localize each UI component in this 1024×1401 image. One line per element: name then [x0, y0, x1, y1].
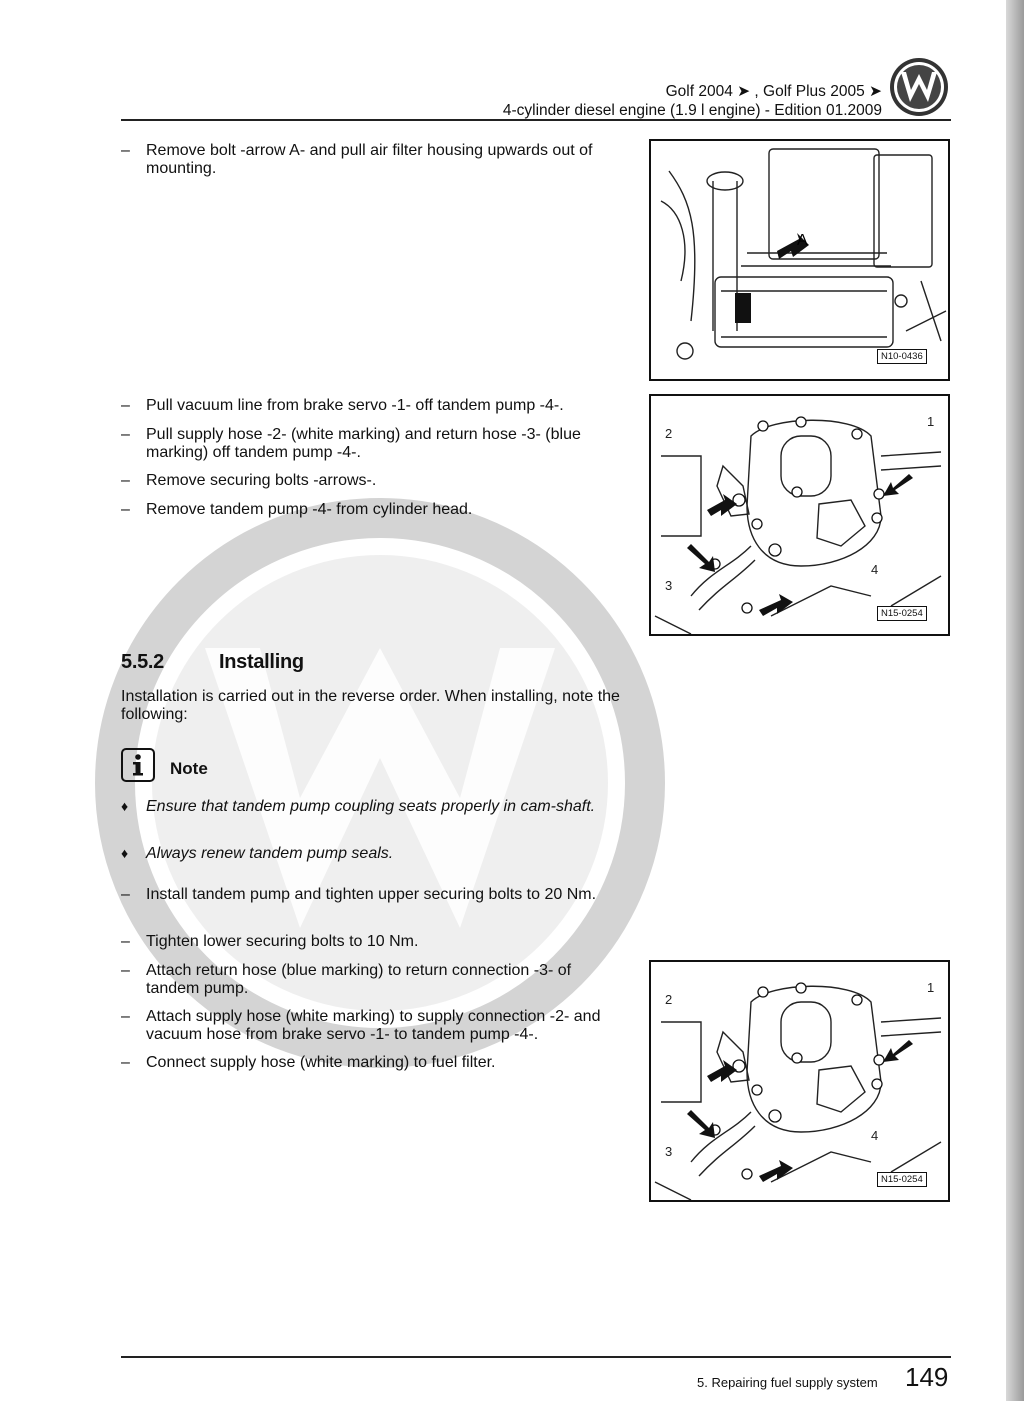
air-filter-illustration: [651, 141, 948, 379]
vw-logo-icon: [888, 56, 950, 118]
section-heading: [121, 651, 304, 674]
footer-section-title: 5. Repairing fuel supply system: [697, 1375, 878, 1390]
header-title-line1: Golf 2004 ➤ , Golf Plus 2005 ➤: [665, 83, 882, 100]
figure-code: N15-0254: [877, 606, 927, 621]
step-connect-fuel-filter: – Connect supply hose (white marking) to fuel filter.: [121, 1054, 496, 1071]
figure-tandem-pump-install: [649, 960, 950, 1202]
step-pull-supply-hose: – Pull supply hose -2- (white marking) and return hose -3- (blue marking) off tandem pump -4-.: [121, 426, 581, 461]
page-number: 149: [905, 1362, 949, 1392]
page-edge-shadow: [1006, 0, 1024, 1401]
step-pull-vacuum-line: – Pull vacuum line from brake servo -1- off tandem pump -4-.: [121, 397, 564, 414]
step-attach-return-hose: – Attach return hose (blue marking) to return connection -3- of tandem pump.: [121, 962, 572, 997]
note-bullet: ♦ Ensure that tandem pump coupling seats properly in cam-shaft.: [121, 798, 596, 815]
footer-rule: [121, 1356, 951, 1358]
figure-label-a: A: [797, 232, 808, 249]
tandem-pump-illustration: [651, 962, 948, 1200]
section-title: Installing: [219, 651, 304, 673]
callout-1: 1: [927, 980, 935, 995]
step-remove-bolt: – Remove bolt -arrow A- and pull air filter housing upwards out of mounting.: [121, 142, 593, 177]
step-tighten-lower-bolts: – Tighten lower securing bolts to 10 Nm.: [121, 933, 419, 950]
figure-tandem-pump-removal: [649, 394, 950, 636]
header-rule: [121, 119, 951, 121]
callout-2: 2: [665, 992, 673, 1007]
figure-code: N10-0436: [877, 349, 927, 364]
callout-2: 2: [665, 426, 673, 441]
callout-3: 3: [665, 1144, 673, 1159]
figure-code: N15-0254: [877, 1172, 927, 1187]
step-remove-bolts: – Remove securing bolts -arrows-.: [121, 472, 377, 489]
step-attach-supply-hose: – Attach supply hose (white marking) to supply connection -2- and vacuum hose from brake servo -1- to tandem pump -4-.: [121, 1008, 601, 1043]
figure-air-filter: [649, 139, 950, 381]
callout-4: 4: [871, 562, 879, 577]
tandem-pump-illustration: [651, 396, 948, 634]
info-note-icon: [121, 748, 155, 782]
install-intro: Installation is carried out in the reverse order. When installing, note the following:: [121, 688, 620, 723]
callout-4: 4: [871, 1128, 879, 1143]
step-install-pump: – Install tandem pump and tighten upper securing bolts to 20 Nm.: [121, 886, 597, 903]
callout-3: 3: [665, 578, 673, 593]
callout-1: 1: [927, 414, 935, 429]
note-label: Note: [170, 759, 208, 778]
note-bullet: ♦ Always renew tandem pump seals.: [121, 845, 394, 862]
step-remove-pump: – Remove tandem pump -4- from cylinder head.: [121, 501, 473, 518]
header-title-line2: 4-cylinder diesel engine (1.9 l engine) - Edition 01.2009: [502, 102, 882, 119]
section-number: 5.5.2: [121, 651, 164, 673]
